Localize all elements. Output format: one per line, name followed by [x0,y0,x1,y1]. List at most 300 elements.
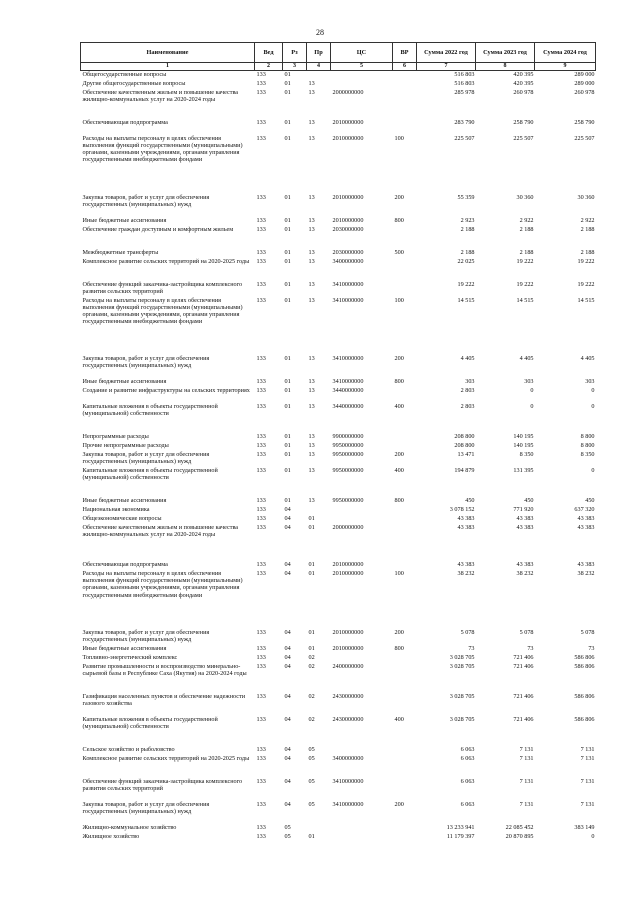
table-row [81,194,596,217]
row-pr: 01 [308,644,315,652]
table-row [81,217,596,226]
row-pr: 13 [308,118,315,126]
row-vr: 200 [394,628,404,636]
row-name: Газификация населенных пунктов и обеспечение надежности газового хозяйства [82,692,246,707]
row-sum-2023: 771 920 [513,506,534,514]
row-sum-2024: 8 800 [580,442,595,450]
row-sum-2022: 303 [465,378,475,386]
table-row [81,524,596,561]
row-cs [331,746,393,755]
row-sum-2023: 19 222 [516,257,534,265]
row-sum-2022: 194 879 [454,467,475,475]
row-ved: 133 [256,628,266,636]
row-ved: 133 [256,824,266,832]
row-rz: 01 [284,497,291,505]
row-name: Обеспечение функций заказчика-застройщика комплексного развития сельских территорий [82,778,243,793]
row-pr: 13 [308,216,315,224]
row-sum-2022: 208 800 [454,442,475,450]
row-vr: 800 [394,216,404,224]
row-pr: 01 [308,561,315,569]
header-pr: Пр [307,43,331,63]
row-sum-2023: 2 188 [519,248,534,256]
header-cs: ЦС [331,43,393,63]
row-name: Обеспечение качественным жильем и повышение качества жилищно-коммунальных услуг на 2020-2024 годы [82,88,239,103]
row-rz: 01 [284,71,291,78]
row-rz: 01 [284,280,291,288]
row-cs: 3440000000 [332,403,364,411]
row-ved: 133 [256,248,266,256]
header-rz: Рз [283,43,307,63]
row-pr: 05 [308,801,315,809]
table-row [81,755,596,778]
row-sum-2022: 3 028 705 [449,715,475,723]
row-vr: 800 [394,497,404,505]
row-sum-2023: 7 131 [519,754,534,762]
row-sum-2023: 7 131 [519,746,534,754]
row-vr [393,119,417,135]
row-vr [393,506,417,515]
row-name: Жилищно-коммунальное хозяйство [82,824,177,832]
table-row [81,378,596,387]
row-sum-2024: 450 [585,497,595,505]
row-vr [393,833,417,842]
row-pr: 13 [308,442,315,450]
row-vr [393,258,417,281]
row-name: Обеспечение граждан доступным и комфортным жильем [82,225,234,233]
table-row [81,506,596,515]
row-vr: 500 [394,248,404,256]
row-ved: 133 [256,692,266,700]
row-vr [393,824,417,833]
row-sum-2024: 43 383 [577,515,595,523]
row-cs: 2010000000 [332,561,364,569]
row-name: Обеспечение качественным жильем и повышение качества жилищно-коммунальных услуг на 2020-2024 годы [82,524,239,539]
table-row [81,824,596,833]
row-ved: 133 [256,662,266,670]
header-ved: Вед [255,43,283,63]
row-cs: 2000000000 [332,524,364,532]
row-name: Закупка товаров, работ и услуг для обеспечения государственных (муниципальных) нужд [82,451,210,466]
row-cs: 3410000000 [332,280,364,288]
row-vr: 100 [394,134,404,142]
row-ved: 133 [256,216,266,224]
column-number-row [81,63,596,71]
row-vr [393,755,417,778]
row-ved: 133 [256,433,266,441]
column-number: 3 [283,63,307,71]
row-ved: 133 [256,653,266,661]
row-sum-2022: 2 188 [460,225,475,233]
row-sum-2023: 14 515 [516,296,534,304]
row-ved: 133 [256,193,266,201]
row-name: Расходы на выплаты персоналу в целях обеспечения выполнения функций государственными (муниципальными) органами, казенными учреждениями, органами управления государственными внебюджетными фондами [82,570,243,599]
row-cs: 3410000000 [332,801,364,809]
row-rz: 04 [284,715,291,723]
row-sum-2023: 258 790 [513,118,534,126]
row-rz: 05 [284,824,291,832]
row-sum-2022: 3 028 705 [449,653,475,661]
row-ved: 133 [256,257,266,265]
row-sum-2024: 7 131 [580,778,595,786]
row-rz: 01 [284,118,291,126]
row-vr [393,778,417,801]
row-sum-2023: 420 395 [513,79,534,87]
row-sum-2023: 43 383 [516,561,534,569]
row-name: Создание и развитие инфраструктуры на сельских территориях [82,387,250,395]
table-row [81,515,596,524]
row-cs: 2010000000 [332,118,364,126]
row-cs: 3440000000 [332,387,364,395]
row-rz: 04 [284,628,291,636]
row-pr: 02 [308,715,315,723]
row-sum-2022: 38 232 [457,570,475,578]
row-ved: 133 [256,296,266,304]
table-row [81,693,596,716]
row-pr [307,824,331,833]
row-sum-2024: 586 806 [574,662,595,670]
row-pr: 13 [308,387,315,395]
header-sum-2022: Сумма 2022 год [417,43,476,63]
row-name: Развитие промышленности и воспроизводство минерально-сырьевой базы в Республике Саха (Якутия) на 2020-2024 годы [82,662,247,677]
row-rz: 04 [284,644,291,652]
row-vr [393,71,417,80]
row-name: Комплексное развитие сельских территорий на 2020-2025 годы [82,257,250,265]
column-number: 1 [81,63,255,71]
row-ved: 133 [256,746,266,754]
row-sum-2023: 7 131 [519,778,534,786]
row-vr [393,442,417,451]
row-vr [393,387,417,403]
row-ved: 133 [256,570,266,578]
row-sum-2024: 586 806 [574,653,595,661]
row-sum-2024: 586 806 [574,692,595,700]
row-rz: 04 [284,801,291,809]
row-vr [393,89,417,119]
row-name: Капитальные вложения в объекты государственной (муниципальной) собственности [82,403,218,418]
row-pr: 13 [308,378,315,386]
row-sum-2022: 19 222 [457,280,475,288]
row-sum-2024: 7 131 [580,746,595,754]
column-number: 5 [331,63,393,71]
row-rz: 01 [284,134,291,142]
budget-table-wrapper [80,42,595,842]
table-row [81,442,596,451]
row-cs: 2010000000 [332,134,364,142]
header-sum-2023: Сумма 2023 год [476,43,535,63]
table-row [81,258,596,281]
row-sum-2024: 2 922 [580,216,595,224]
row-rz: 01 [284,387,291,395]
row-ved: 133 [256,225,266,233]
row-sum-2024: 14 515 [577,296,595,304]
row-name: Сельское хозяйство и рыболовство [82,746,175,754]
table-row [81,663,596,693]
row-ved: 133 [256,515,266,523]
row-name: Иные бюджетные ассигнования [82,216,167,224]
row-cs: 3410000000 [332,778,364,786]
row-rz: 01 [284,225,291,233]
row-vr [393,226,417,249]
row-sum-2023: 420 395 [513,71,534,78]
row-sum-2024: 73 [588,644,595,652]
row-name: Непрограммные расходы [82,433,149,441]
row-name: Общегосударственные вопросы [82,71,167,78]
row-sum-2022: 13 233 941 [446,824,475,832]
row-sum-2024: 289 000 [574,71,595,78]
table-row [81,281,596,297]
row-cs: 2030000000 [332,225,364,233]
row-pr [307,506,331,515]
row-ved: 133 [256,442,266,450]
column-number: 9 [535,63,596,71]
row-cs: 2430000000 [332,715,364,723]
row-rz: 04 [284,506,291,514]
row-pr: 13 [308,451,315,459]
column-number: 7 [417,63,476,71]
row-cs: 2430000000 [332,692,364,700]
table-row [81,497,596,506]
row-cs: 2030000000 [332,248,364,256]
row-rz: 01 [284,257,291,265]
row-sum-2022: 3 028 705 [449,662,475,670]
row-sum-2022: 208 800 [454,433,475,441]
row-ved: 133 [256,497,266,505]
row-name: Закупка товаров, работ и услуг для обеспечения государственных (муниципальных) нужд [82,801,210,816]
row-vr: 800 [394,644,404,652]
row-pr: 13 [308,248,315,256]
row-vr: 800 [394,378,404,386]
row-sum-2023: 721 406 [513,662,534,670]
table-row [81,629,596,645]
row-rz: 01 [284,79,291,87]
row-sum-2022: 73 [468,644,475,652]
row-rz: 01 [284,216,291,224]
row-sum-2022: 6 063 [460,801,475,809]
row-rz: 01 [284,467,291,475]
row-sum-2023: 2 922 [519,216,534,224]
table-row [81,89,596,119]
row-vr [393,515,417,524]
row-vr [393,654,417,663]
row-rz: 04 [284,778,291,786]
row-pr: 13 [308,403,315,411]
row-pr: 13 [308,280,315,288]
row-rz: 01 [284,451,291,459]
row-ved: 133 [256,280,266,288]
table-row [81,570,596,629]
row-cs: 3400000000 [332,257,364,265]
row-pr: 13 [308,467,315,475]
row-pr: 02 [308,653,315,661]
row-sum-2022: 2 923 [460,216,475,224]
row-vr: 100 [394,570,404,578]
row-pr: 05 [308,746,315,754]
row-sum-2024: 19 222 [577,257,595,265]
row-ved: 133 [256,355,266,363]
row-cs: 9950000000 [332,451,364,459]
table-row [81,433,596,442]
row-sum-2024: 43 383 [577,561,595,569]
table-row [81,801,596,824]
row-sum-2024: 258 790 [574,118,595,126]
row-sum-2022: 3 078 152 [449,506,475,514]
column-number: 2 [255,63,283,71]
row-sum-2022: 43 383 [457,524,475,532]
row-sum-2023: 43 383 [516,524,534,532]
row-pr: 13 [308,257,315,265]
row-name: Прочие непрограммные расходы [82,442,169,450]
row-vr: 100 [394,296,404,304]
row-cs: 9950000000 [332,442,364,450]
row-sum-2023: 73 [527,644,534,652]
row-rz: 04 [284,570,291,578]
row-vr: 400 [394,403,404,411]
row-cs: 2010000000 [332,216,364,224]
row-rz: 05 [284,833,291,841]
table-row [81,654,596,663]
row-sum-2023: 30 360 [516,193,534,201]
row-sum-2024: 637 320 [574,506,595,514]
row-name: Капитальные вложения в объекты государственной (муниципальной) собственности [82,467,218,482]
row-rz: 04 [284,524,291,532]
row-cs: 2010000000 [332,570,364,578]
table-row [81,119,596,135]
table-row [81,226,596,249]
row-ved: 133 [256,754,266,762]
table-row [81,355,596,378]
row-sum-2024: 225 507 [574,134,595,142]
row-pr: 01 [308,628,315,636]
row-cs: 3410000000 [332,378,364,386]
row-vr: 400 [394,467,404,475]
header-vr: ВР [393,43,417,63]
row-rz: 04 [284,754,291,762]
page-number: 28 [316,28,324,37]
row-sum-2024: 38 232 [577,570,595,578]
table-row [81,297,596,356]
table-row [81,135,596,194]
row-sum-2024: 2 188 [580,248,595,256]
row-ved: 133 [256,778,266,786]
table-row [81,403,596,433]
row-vr [393,281,417,297]
row-sum-2023: 0 [530,387,534,395]
row-cs: 2010000000 [332,644,364,652]
table-row [81,746,596,755]
row-cs [331,71,393,80]
row-name: Иные бюджетные ассигнования [82,378,167,386]
row-pr: 02 [308,692,315,700]
row-sum-2024: 2 188 [580,225,595,233]
row-sum-2022: 6 063 [460,746,475,754]
row-sum-2024: 7 131 [580,754,595,762]
row-vr: 200 [394,355,404,363]
row-sum-2022: 43 383 [457,561,475,569]
table-row [81,716,596,746]
row-cs [331,80,393,89]
table-row [81,645,596,654]
table-row [81,833,596,842]
row-sum-2022: 22 025 [457,257,475,265]
row-ved: 133 [256,524,266,532]
row-ved: 133 [256,467,266,475]
row-ved: 133 [256,71,266,78]
row-sum-2023: 260 978 [513,88,534,96]
row-rz: 01 [284,403,291,411]
header-sum-2024: Сумма 2024 год [535,43,596,63]
row-rz: 01 [284,355,291,363]
row-name: Иные бюджетные ассигнования [82,497,167,505]
row-vr [393,663,417,693]
row-vr: 200 [394,801,404,809]
row-sum-2024: 19 222 [577,280,595,288]
row-cs [331,833,393,842]
row-rz: 01 [284,442,291,450]
row-ved: 133 [256,79,266,87]
row-sum-2022: 2 803 [460,387,475,395]
row-sum-2023: 2 188 [519,225,534,233]
row-cs: 3400000000 [332,754,364,762]
row-sum-2023: 140 195 [513,433,534,441]
row-rz: 01 [284,88,291,96]
row-rz: 01 [284,296,291,304]
row-sum-2024: 7 131 [580,801,595,809]
row-sum-2022: 3 028 705 [449,692,475,700]
row-name: Иные бюджетные ассигнования [82,644,167,652]
row-cs: 2000000000 [332,88,364,96]
row-name: Жилищное хозяйство [82,833,140,841]
row-sum-2023: 19 222 [516,280,534,288]
row-ved: 133 [256,134,266,142]
row-cs: 3410000000 [332,296,364,304]
row-rz: 04 [284,692,291,700]
row-sum-2022: 43 383 [457,515,475,523]
row-sum-2022: 6 063 [460,754,475,762]
row-sum-2024: 586 806 [574,715,595,723]
row-sum-2024: 8 800 [580,433,595,441]
row-sum-2023: 303 [524,378,534,386]
row-sum-2024: 8 350 [580,451,595,459]
row-ved: 133 [256,644,266,652]
row-cs: 9950000000 [332,497,364,505]
row-cs: 9900000000 [332,433,364,441]
row-vr [393,746,417,755]
row-sum-2022: 2 188 [460,248,475,256]
row-ved: 133 [256,801,266,809]
row-name: Обеспечивающая подпрограмма [82,561,168,569]
row-name: Межбюджетные трансферты [82,248,159,256]
row-sum-2023: 721 406 [513,653,534,661]
row-pr: 05 [308,778,315,786]
row-sum-2023: 22 085 452 [505,824,534,832]
row-sum-2024: 0 [591,833,595,841]
row-sum-2022: 14 515 [457,296,475,304]
row-sum-2023: 450 [524,497,534,505]
row-ved: 133 [256,403,266,411]
row-cs: 9950000000 [332,467,364,475]
row-sum-2024: 4 405 [580,355,595,363]
row-sum-2022: 516 803 [454,79,475,87]
column-number: 4 [307,63,331,71]
row-vr: 400 [394,715,404,723]
row-ved: 133 [256,118,266,126]
row-ved: 133 [256,88,266,96]
table-body [81,71,596,843]
row-vr [393,433,417,442]
column-number: 6 [393,63,417,71]
row-pr [307,71,331,80]
row-pr: 13 [308,88,315,96]
